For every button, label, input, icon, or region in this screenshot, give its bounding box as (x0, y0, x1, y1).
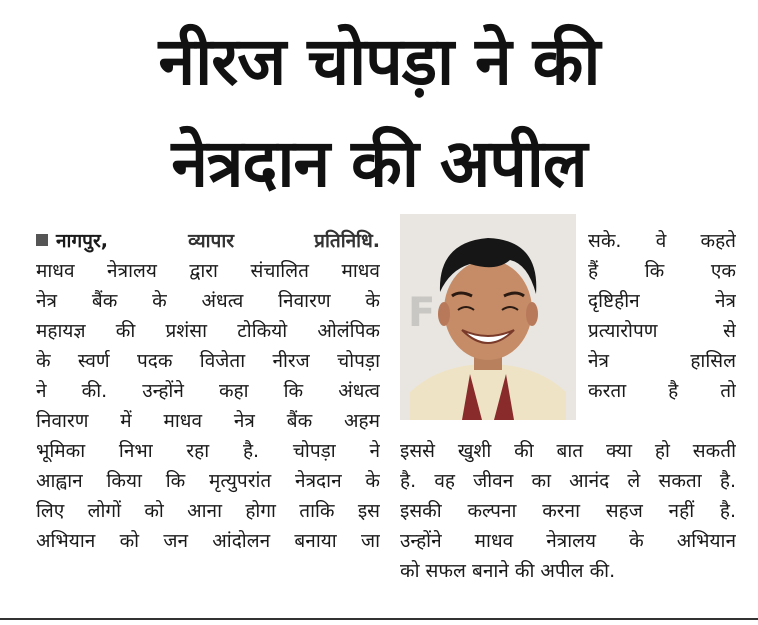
body-line: लिए लोगों को आना होगा ताकि इस (36, 500, 380, 522)
bullet-square-icon (36, 234, 48, 246)
body-line: आह्वान किया कि मृत्युपरांत नेत्रदान के (36, 470, 380, 492)
headline-line-2: नेत्रदान की अपील (171, 125, 587, 202)
body-line: सके. वे कहते (588, 230, 736, 252)
dateline-place: नागपुर, (56, 230, 108, 252)
portrait-illustration (400, 214, 576, 420)
body-line: इससे खुशी की बात क्या हो सकती (400, 440, 736, 462)
body-line: निवारण में माधव नेत्र बैंक अहम (36, 410, 380, 432)
body-line: दृष्टिहीन नेत्र (588, 290, 736, 312)
body-line: भूमिका निभा रहा है. चोपड़ा ने (36, 440, 380, 462)
dateline (36, 226, 380, 256)
body-line: इसकी कल्पना करना सहज नहीं है. (400, 500, 736, 522)
svg-text:F: F (408, 290, 436, 336)
body-line: उन्होंने माधव नेत्रालय के अभियान (400, 530, 736, 552)
body-line: है. वह जीवन का आनंद ले सकता है. (400, 470, 736, 492)
headline-line-1: नीरज चोपड़ा ने की (158, 23, 600, 100)
body-line: प्रत्यारोपण से (588, 320, 736, 342)
body-line: नेत्र हासिल (588, 350, 736, 372)
body-line: महायज्ञ की प्रशंसा टोकियो ओलंपिक (36, 320, 380, 342)
body-line: हैं कि एक (588, 260, 736, 282)
news-photo (400, 214, 576, 420)
body-line: माधव नेत्रालय द्वारा संचालित माधव (36, 260, 380, 282)
dateline-reporter: व्यापार प्रतिनिधि. (188, 230, 380, 252)
body-line: के स्वर्ण पदक विजेता नीरज चोपड़ा (36, 350, 380, 372)
bottom-rule (0, 618, 758, 620)
body-line: अभियान को जन आंदोलन बनाया जा (36, 530, 380, 552)
body-line: नेत्र बैंक के अंधत्व निवारण के (36, 290, 380, 312)
body-line: करता है तो (588, 380, 736, 402)
body-line: को सफल बनाने की अपील की. (400, 560, 616, 582)
body-line: ने की. उन्होंने कहा कि अंधत्व (36, 380, 380, 402)
